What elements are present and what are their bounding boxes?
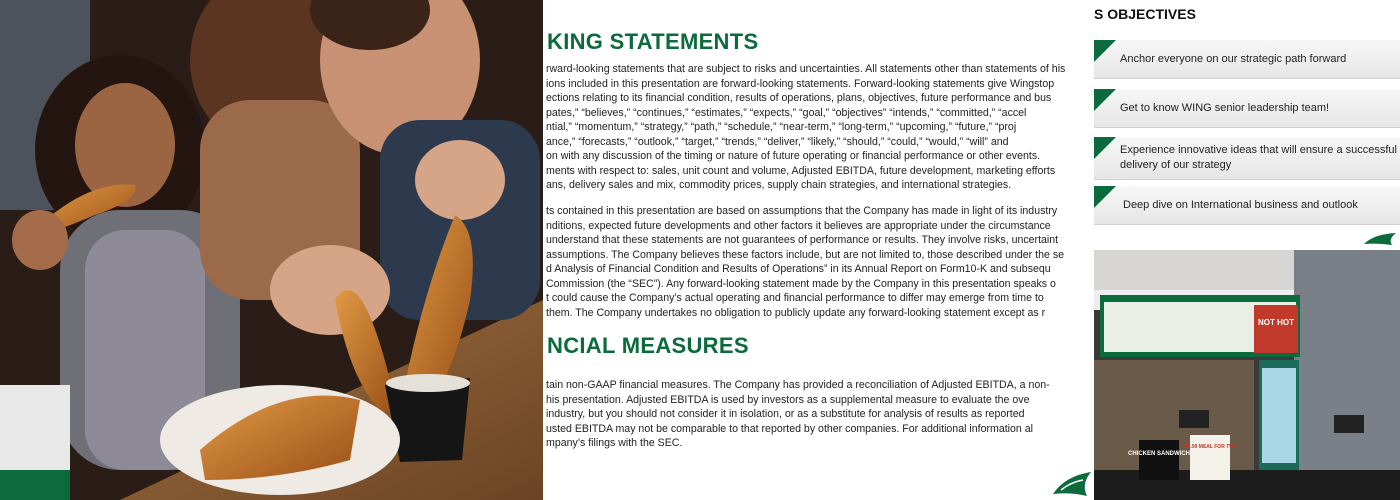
green-corner-icon: [1094, 186, 1116, 208]
green-corner-icon: [1094, 137, 1116, 159]
objective-item: [1094, 89, 1400, 128]
text-line: ance,” “forecasts,” “outlook,” “target,” “trends,” “deliver,” “likely,” “should,” “could,” “would,” “will” and: [546, 135, 1009, 148]
text-line: industry, but you should not consider it in isolation, or as a substitute for analysis of results as reported: [546, 408, 1025, 420]
objective-text: Experience innovative ideas that will ensure a successful: [1120, 144, 1397, 156]
text-line: Commission (the “SEC”). Any forward-looking statement made by the Company in this presentation speaks o: [546, 277, 1056, 290]
text-line: on with any discussion of the timing or nature of future operating or financial performance or other events.: [546, 150, 1041, 162]
wingstop-logo-small-icon: [1362, 232, 1398, 246]
text-line: ts contained in this presentation are based on assumptions that the Company has made in light of its industry: [546, 205, 1058, 217]
text-line: t could cause the Company’s actual operating and financial performance to differ may emerge from time to: [546, 292, 1044, 304]
store-sign-not-hot: NOT HOT: [1258, 318, 1294, 327]
store-interior-photo: [1094, 250, 1400, 500]
text-line: d Analysis of Financial Condition and Results of Operations” in its Annual Report on Form10-K and subsequ: [546, 263, 1051, 275]
text-line: ections relating to its financial condition, results of operations, plans, objectives, future performance and bus: [546, 92, 1052, 104]
text-line: ions included in this presentation are forward-looking statements. Forward-looking statements give Wingstop: [546, 77, 1055, 90]
green-corner-icon: [1094, 40, 1116, 62]
text-line: ntial,” “momentum,” “strategy,” “path,” “schedule,” “near-term,” “long-term,” “upcoming,” “future,” “proj: [546, 121, 1017, 133]
objective-text: Deep dive on International business and outlook: [1123, 199, 1358, 211]
wingstop-logo-icon: [1051, 470, 1093, 498]
store-sign-chicken-sandwich: CHICKEN SANDWICH: [1128, 451, 1190, 457]
objective-item: [1094, 137, 1400, 180]
photo-illustration: [0, 0, 543, 500]
objective-text: Anchor everyone on our strategic path forward: [1120, 53, 1347, 65]
people-eating-photo: [0, 0, 543, 500]
forward-looking-statements-slide: [543, 0, 1094, 500]
objectives-title: S OBJECTIVES: [1094, 6, 1196, 22]
forward-looking-title: KING STATEMENTS: [547, 29, 759, 54]
objective-text: delivery of our strategy: [1120, 159, 1232, 171]
text-line: ments with respect to: sales, unit count and volume, Adjusted EBITDA, future development, marketing efforts: [546, 164, 1056, 177]
objectives-slide: [1094, 0, 1400, 250]
store-illustration: [1094, 250, 1400, 500]
text-line: assumptions. The Company believes these factors include, but are not limited to, those described under the se: [546, 248, 1065, 261]
objective-item: [1094, 186, 1400, 225]
text-line: usted EBITDA may not be comparable to that reported by other companies. For additional information al: [546, 422, 1033, 435]
objective-text: Get to know WING senior leadership team!: [1120, 102, 1330, 114]
text-line: them. The Company undertakes no obligation to publicly update any forward-looking statement except as r: [546, 306, 1046, 319]
store-sign-meal-for-two: $15.99 MEAL FOR TWO: [1182, 444, 1238, 450]
text-line: pates,” “believes,” “continues,” “estimates,” “expects,” “goal,” “objectives” “intends,” “committed,” “accel: [546, 106, 1027, 119]
text-line: mpany’s filings with the SEC.: [546, 437, 683, 449]
objective-item: [1094, 40, 1400, 79]
text-line: understand that these statements are not guarantees of performance or results. They involve risks, uncertaint: [546, 234, 1059, 246]
financial-measures-title: NCIAL MEASURES: [547, 333, 749, 358]
text-line: nditions, expected future developments and other factors it believes are appropriate under the circumstance: [546, 219, 1051, 232]
text-line: ans, delivery sales and mix, commodity prices, supply chain strategies, and international strategies.: [546, 179, 1012, 191]
green-corner-icon: [1094, 89, 1116, 111]
text-line: rward-looking statements that are subject to risks and uncertainties. All statements other than statements of his: [546, 63, 1066, 75]
text-line: tain non-GAAP financial measures. The Company has provided a reconciliation of Adjusted EBITDA, a non-: [546, 379, 1050, 391]
text-line: his presentation. Adjusted EBITDA is used by investors as a supplemental measure to evaluate the ove: [546, 393, 1030, 406]
